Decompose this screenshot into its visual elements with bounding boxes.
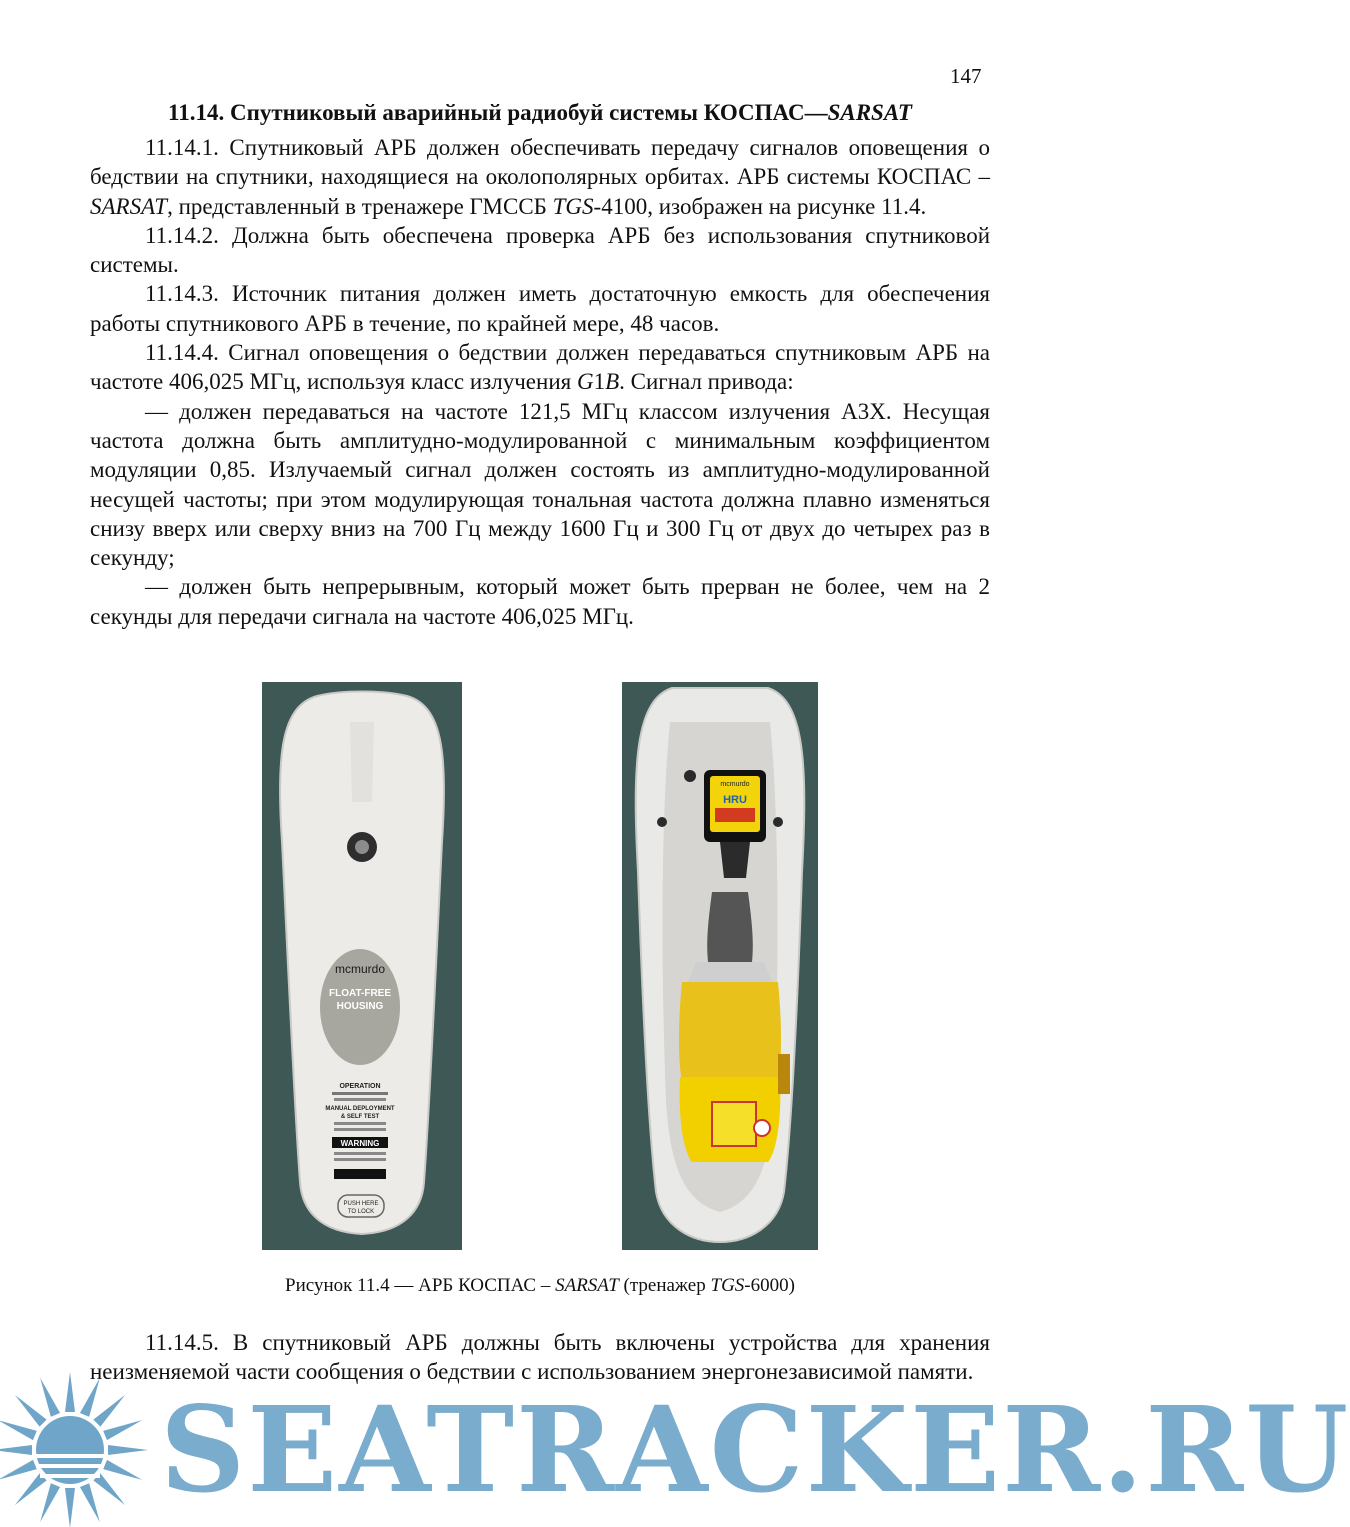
paragraph-11-14-2: 11.14.2. Должна быть обеспечена проверка АРБ без использования спутниковой системы. [90,222,990,278]
paragraph-11-14-5: 11.14.5. В спутниковый АРБ должны быть включены устройства для хранения неизменяемой части сообщения о бедствии с использованием энергонезависимой памяти. [90,1330,990,1385]
housing-manual-label: MANUAL DEPLOYMENT [325,1106,395,1112]
paragraph-11-14-1: 11.14.1. Спутниковый АРБ должен обеспечивать передачу сигналов оповещения о бедствии на спутники, находящиеся на околополярных орбитах. АРБ системы КОСПАС – SARSAT, представленный в тренажере ГМССБ TGS-4100, изображен на рисунке 11.4. [90,135,990,219]
housing-badge-line2: HOUSING [336,1001,384,1012]
housing-push-label-2: TO LOCK [347,1209,375,1215]
photo-float-free-housing [262,682,462,1250]
hru-label: HRU [723,794,747,806]
sun-logo-icon [0,1360,170,1527]
figure-caption: Рисунок 11.4 — АРБ КОСПАС – SARSAT (тренажер TGS-6000) [285,1275,795,1296]
paragraph-11-14-3: 11.14.3. Источник питания должен иметь достаточную емкость для обеспечения работы спутникового АРБ в течение, по крайней мере, 48 часов. [90,281,990,336]
housing-illustration [262,682,462,1250]
section-title-text: 11.14. Спутниковый аварийный радиобуй системы КОСПАС— [168,100,828,125]
beacon-illustration [622,682,818,1250]
hru-brand: mcmurdo [720,781,750,788]
housing-brand: mcmurdo [334,962,386,976]
paragraph-dash-1: — должен передаваться на частоте 121,5 МГц классом излучения А3Х. Несущая частота должна быть амплитудно-модулированной с минимальным коэффициентом модуляции 0,85. Излучаемый сигнал должен состоять из амплитудно-модулированной несущей частоты; при этом модулирующая тональная частота должна плавно изменяться снизу вверх или сверху вниз на 700 Гц между 1600 Гц и 300 Гц от двух до четырех раз в секунду; [90,398,990,571]
paragraph-dash-2: — должен быть непрерывным, который может быть прерван не более, чем на 2 секунды для передачи сигнала на частоте 406,025 МГц. [90,574,990,629]
watermark [0,1360,1350,1527]
section-title [0,100,1080,126]
page-number: 147 [950,64,982,88]
section-title-italic: SARSAT [827,100,912,125]
paragraph-11-14-4: 11.14.4. Сигнал оповещения о бедствии должен передаваться спутниковым АРБ на частоте 406,025 МГц, используя класс излучения G1B. Сигнал привода: [90,340,990,395]
housing-badge-line1: FLOAT-FREE [328,988,392,999]
body-text-top [90,133,990,631]
photo-open-housing-beacon [622,682,818,1250]
housing-push-label-1: PUSH HERE [343,1201,379,1207]
housing-operation-label: OPERATION [339,1083,381,1090]
watermark-text: SEATRACKER.RU [160,1380,1350,1519]
housing-selftest-label: & SELF TEST [340,1114,380,1120]
housing-warning-label: WARNING [340,1139,380,1148]
